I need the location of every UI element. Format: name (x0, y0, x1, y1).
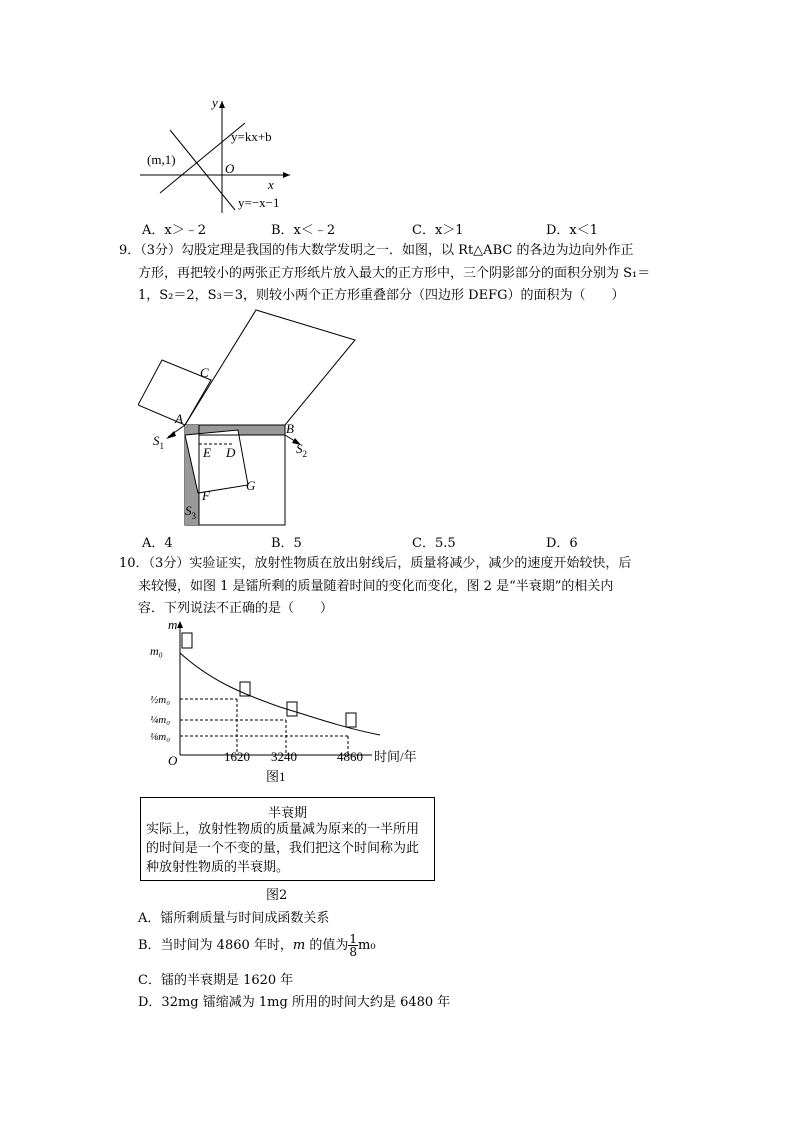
q9-line3: 1，S₂＝2，S₃＝3，则较小两个正方形重叠部分（四边形 DEFG）的面积为（ ） (138, 288, 625, 303)
q9-line1: 9．（3分）勾股定理是我国的伟大数学发明之一．如图，以 Rt△ABC 的各边为边向外作正 (119, 243, 634, 258)
q10-fig1-quarter: ¼m₀ (150, 714, 171, 726)
q9-option-d[interactable]: D．6 (546, 536, 578, 551)
q9-option-c[interactable]: C．5.5 (412, 536, 456, 551)
q10-fig1-axis-y: m (168, 617, 178, 632)
q8-axis-y: y (212, 95, 218, 110)
q9-option-a[interactable]: A．4 (142, 536, 173, 551)
q9-option-b[interactable]: B．5 (271, 536, 302, 551)
q10-fig1-tick-4860: 4860 (337, 749, 363, 764)
q8-option-a[interactable]: A．x＞﹣2 (142, 223, 206, 238)
q10-line1: 10．（3分）实验证实，放射性物质在放出射线后，质量将减少，减少的速度开始较快，后 (119, 556, 632, 571)
q10-fig1 (140, 615, 440, 790)
q10-option-b-mid: 的值为 (305, 938, 349, 953)
q9-label-s3: $S_3$ (185, 503, 196, 521)
q9-figure (138, 305, 358, 530)
q10-fig1-caption: 图1 (266, 769, 286, 784)
q9-label-e: E (203, 445, 211, 460)
q10-fig1-m0: m₀ (150, 644, 163, 658)
q10-fig1-xlabel: 时间/年 (374, 749, 417, 764)
q9-label-f: F (202, 488, 210, 503)
q8-line2-label: y=−x−1 (238, 195, 280, 210)
q8-option-d[interactable]: D．x＜1 (546, 223, 599, 238)
q8-option-b[interactable]: B．x＜﹣2 (271, 223, 336, 238)
q10-option-b-fraction: $\frac{1}{8}$ (349, 932, 358, 959)
q8-axis-x: x (268, 177, 274, 192)
q8-point-label: (m,1) (147, 152, 176, 167)
q10-option-d[interactable]: D．32mg 镭缩减为 1mg 所用的时间大约是 6480 年 (138, 995, 451, 1010)
q8-origin: O (225, 161, 235, 176)
q9-line2: 方形，再把较小的两张正方形纸片放入最大的正方形中，三个阴影部分的面积分别为 S₁＝ (138, 266, 651, 281)
q10-fig1-origin: O (168, 753, 178, 768)
q10-option-c[interactable]: C．镭的半衰期是 1620 年 (138, 973, 294, 988)
q8-figure (130, 95, 305, 220)
q8-line1-label: y=kx+b (231, 129, 272, 144)
q10-option-b[interactable] (138, 933, 376, 959)
q10-fig1-half: ½m₀ (150, 694, 171, 706)
q9-label-b: B (286, 421, 294, 436)
q10-fig2-caption: 图2 (266, 888, 288, 903)
q9-label-s2: $S_2$ (296, 441, 307, 459)
q10-fig1-tick-1620: 1620 (224, 749, 250, 764)
q8-option-c[interactable]: C．x＞1 (412, 223, 464, 238)
q10-fig1-eighth: ⅛m₀ (150, 731, 171, 743)
q10-fig1-tick-3240: 3240 (271, 749, 297, 764)
q10-line2: 来较慢，如图 1 是镭所剩的质量随着时间的变化而变化，图 2 是“半衰期”的相关内 (138, 579, 614, 594)
q9-label-s1: $S_1$ (153, 433, 164, 451)
q10-line3: 容．下列说法不正确的是（ ） (138, 601, 334, 616)
q9-label-d: D (226, 445, 236, 460)
q10-fig2-body: 实际上，放射性物质的质量减为原来的一半所用的时间是一个不变的量，我们把这个时间称为此种放射性物质的半衰期。 (146, 822, 420, 875)
q10-fig2-box (140, 797, 435, 881)
q10-option-a[interactable]: A．镭所剩质量与时间成函数关系 (138, 911, 330, 926)
q9-label-c: C (200, 365, 209, 380)
q10-option-b-m: m (292, 938, 306, 953)
q10-fig2-title: 半衰期 (267, 806, 307, 821)
q9-label-g: G (246, 478, 256, 493)
q10-option-b-pre: B．当时间为 4860 年时， (138, 938, 293, 953)
q10-option-b-m0: m₀ (358, 938, 376, 953)
q9-label-a: A (175, 411, 183, 426)
